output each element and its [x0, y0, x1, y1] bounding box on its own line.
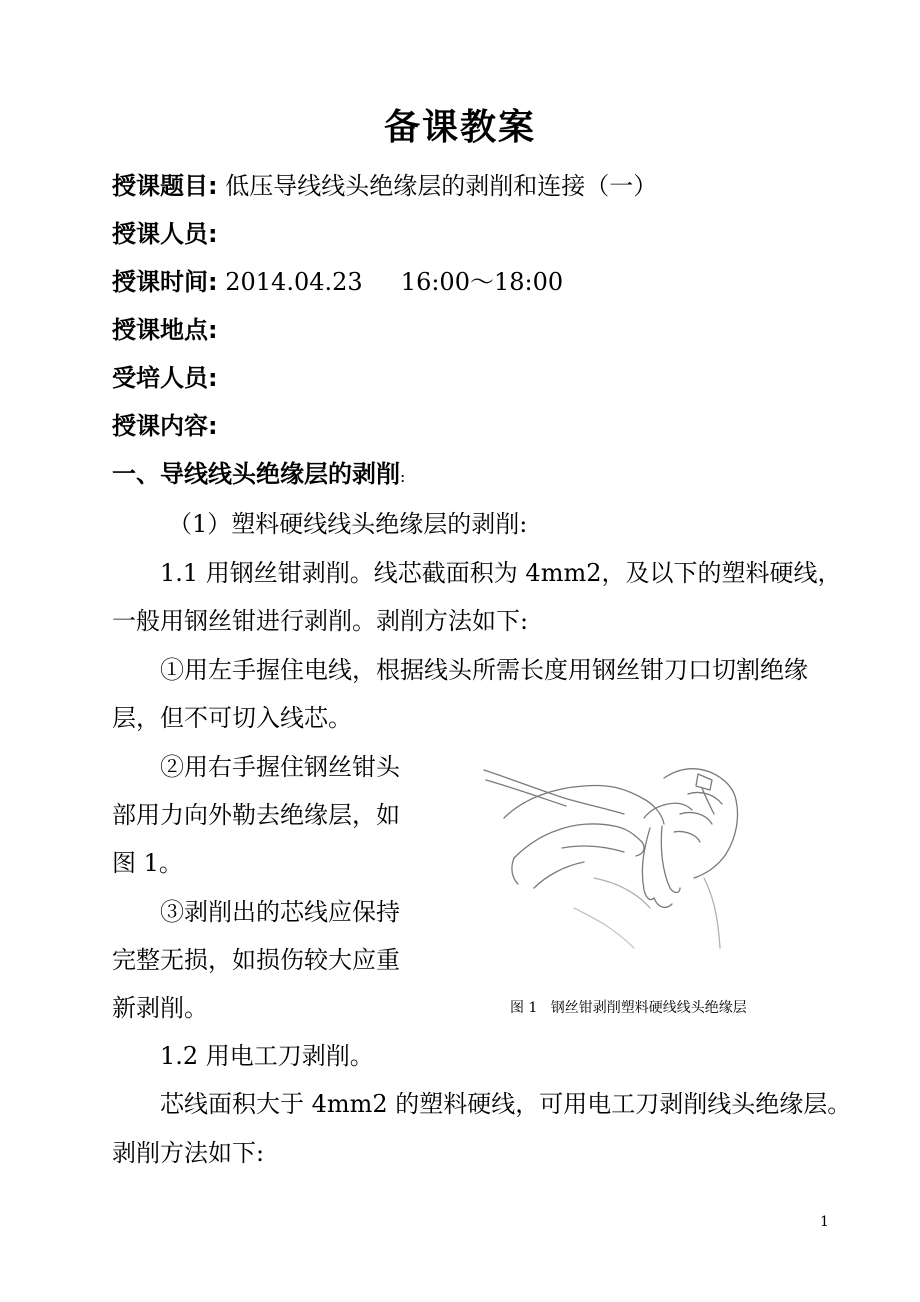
paragraph-line: 剥削方法如下:	[112, 1139, 265, 1167]
field-colon: :	[208, 364, 218, 392]
page-title: 备课教案	[383, 107, 536, 148]
section-heading-colon: :	[400, 467, 406, 486]
field-label: 授课时间	[112, 268, 208, 296]
field-label: 受培人员	[112, 364, 208, 392]
field-label: 授课题目	[112, 172, 208, 200]
figure-pliers-illustration	[474, 758, 760, 954]
field-location	[112, 310, 218, 350]
field-instructor	[112, 214, 218, 254]
step-line: ②用右手握住钢丝钳头	[160, 753, 400, 781]
field-colon: :	[208, 220, 218, 248]
step-line: ①用左手握住电线，根据线头所需长度用钢丝钳刀口切割绝缘	[160, 656, 808, 684]
field-time	[112, 262, 563, 302]
field-value: 2014.04.23 16:00～18:00	[225, 268, 564, 296]
step-line: 新剥削。	[112, 994, 208, 1022]
paragraph-line: 芯线面积大于 4mm2 的塑料硬线，可用电工刀剥削线头绝缘层。	[160, 1090, 852, 1118]
section-heading	[112, 454, 405, 497]
field-colon: :	[208, 412, 218, 440]
field-colon: :	[208, 268, 218, 296]
subsection-heading: （1）塑料硬线线头绝缘层的剥削:	[168, 510, 528, 538]
field-trainees	[112, 358, 218, 398]
step-line: 部用力向外勒去绝缘层，如	[112, 801, 400, 829]
step-line: 完整无损，如损伤较大应重	[112, 946, 400, 974]
field-content	[112, 406, 218, 446]
field-colon: :	[208, 316, 218, 344]
field-label: 授课内容	[112, 412, 208, 440]
step-line: 图 1。	[112, 849, 183, 877]
paragraph-line: 1.1 用钢丝钳剥削。线芯截面积为 4mm2，及以下的塑料硬线，	[160, 559, 842, 587]
field-value: 低压导线线头绝缘层的剥削和连接（一）	[225, 172, 658, 200]
field-topic	[112, 166, 657, 206]
section-heading-text: 一、导线线头绝缘层的剥削	[112, 460, 400, 488]
paragraph-line: 一般用钢丝钳进行剥削。剥削方法如下:	[112, 607, 529, 635]
paragraph-line: 1.2 用电工刀剥削。	[160, 1042, 374, 1070]
page-number: 1	[820, 1214, 829, 1230]
step-line: ③剥削出的芯线应保持	[160, 898, 400, 926]
field-label: 授课地点	[112, 316, 208, 344]
step-line: 层，但不可切入线芯。	[112, 704, 352, 732]
field-colon: :	[208, 172, 218, 200]
field-label: 授课人员	[112, 220, 208, 248]
figure-caption: 图 1 钢丝钳剥削塑料硬线线头绝缘层	[510, 1000, 747, 1016]
